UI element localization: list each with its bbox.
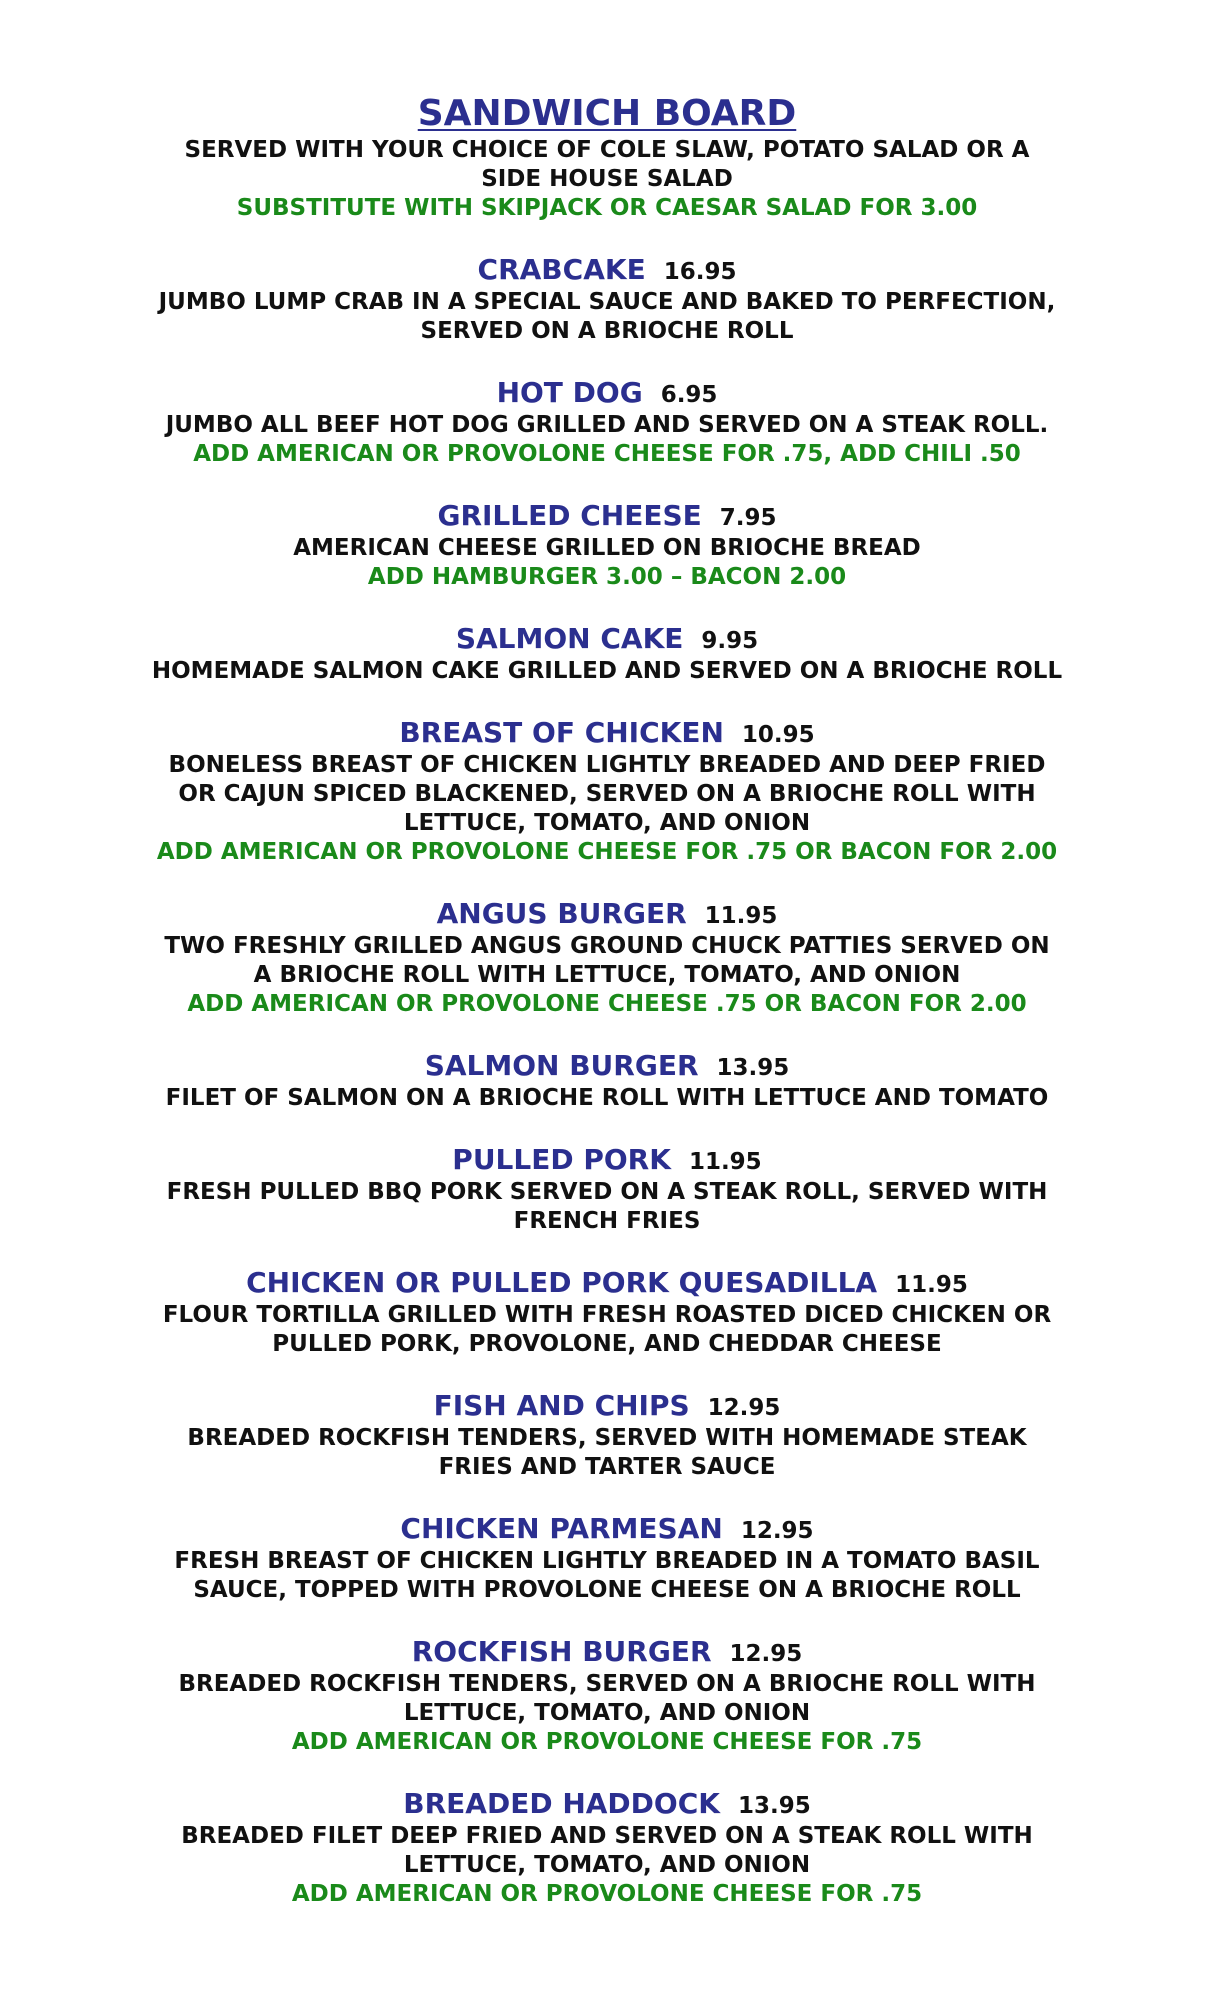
menu-item-name: SALMON CAKE: [455, 622, 684, 655]
menu-item-header: [0, 1788, 1214, 1822]
menu-item-addon: ADD HAMBURGER 3.00 – BACON 2.00: [367, 564, 847, 590]
menu-page: [0, 92, 1214, 1940]
menu-item-header: [0, 1050, 1214, 1084]
menu-item-name: SALMON BURGER: [424, 1049, 699, 1082]
menu-item-description: A BRIOCHE ROLL WITH LETTUCE, TOMATO, AND ONION: [253, 962, 961, 988]
menu-item-description: OR CAJUN SPICED BLACKENED, SERVED ON A BRIOCHE ROLL WITH: [178, 781, 1036, 807]
menu-item: [0, 1636, 1214, 1757]
menu-item-name: CRABCAKE: [477, 253, 646, 286]
menu-item-description: LETTUCE, TOMATO, AND ONION: [403, 810, 811, 836]
menu-item-name: ROCKFISH BURGER: [411, 1635, 712, 1668]
menu-item: [0, 1267, 1214, 1359]
menu-item-price: 6.95: [660, 382, 718, 408]
menu-item: [0, 254, 1214, 346]
menu-item-name: HOT DOG: [496, 376, 643, 409]
menu-item-description: SERVED ON A BRIOCHE ROLL: [420, 318, 794, 344]
menu-item-name: PULLED PORK: [452, 1143, 671, 1176]
menu-item-price: 16.95: [663, 259, 737, 285]
intro-substitute-note: SUBSTITUTE WITH SKIPJACK OR CAESAR SALAD FOR 3.00: [236, 195, 978, 221]
menu-item-price: 11.95: [688, 1149, 762, 1175]
menu-item: [0, 1513, 1214, 1605]
menu-item-description: FRESH BREAST OF CHICKEN LIGHTLY BREADED IN A TOMATO BASIL: [174, 1548, 1040, 1574]
menu-item-description: FRESH PULLED BBQ PORK SERVED ON A STEAK ROLL, SERVED WITH: [166, 1179, 1048, 1205]
menu-item-header: [0, 1513, 1214, 1547]
menu-item: [0, 717, 1214, 867]
menu-item: [0, 1050, 1214, 1113]
menu-item-name: CHICKEN PARMESAN: [400, 1512, 723, 1545]
menu-item-price: 9.95: [701, 628, 759, 654]
menu-item-addon: ADD AMERICAN OR PROVOLONE CHEESE FOR .75, ADD CHILI .50: [193, 441, 1021, 467]
menu-item: [0, 500, 1214, 592]
menu-item-name: FISH AND CHIPS: [433, 1389, 690, 1422]
menu-item-price: 12.95: [729, 1641, 803, 1667]
menu-item-description: JUMBO LUMP CRAB IN A SPECIAL SAUCE AND BAKED TO PERFECTION,: [158, 289, 1056, 315]
menu-item-description: FRIES AND TARTER SAUCE: [438, 1454, 776, 1480]
menu-item-name: GRILLED CHEESE: [437, 499, 702, 532]
menu-item: [0, 1390, 1214, 1482]
menu-item-description: LETTUCE, TOMATO, AND ONION: [403, 1700, 811, 1726]
menu-item: [0, 1144, 1214, 1236]
menu-item-price: 12.95: [740, 1518, 814, 1544]
menu-item-header: [0, 254, 1214, 288]
menu-item-name: CHICKEN OR PULLED PORK QUESADILLA: [246, 1266, 878, 1299]
menu-item: [0, 377, 1214, 469]
menu-item-name: ANGUS BURGER: [436, 897, 687, 930]
menu-item-price: 7.95: [719, 505, 777, 531]
menu-item-description: PULLED PORK, PROVOLONE, AND CHEDDAR CHEESE: [272, 1331, 942, 1357]
menu-item-description: JUMBO ALL BEEF HOT DOG GRILLED AND SERVED ON A STEAK ROLL.: [165, 412, 1049, 438]
menu-item-description: BREADED ROCKFISH TENDERS, SERVED WITH HOMEMADE STEAK: [187, 1425, 1027, 1451]
menu-item-header: [0, 500, 1214, 534]
menu-item-description: HOMEMADE SALMON CAKE GRILLED AND SERVED ON A BRIOCHE ROLL: [151, 658, 1063, 684]
menu-item-header: [0, 898, 1214, 932]
menu-item-price: 11.95: [895, 1272, 968, 1298]
menu-item-description: LETTUCE, TOMATO, AND ONION: [403, 1852, 811, 1878]
menu-items-list: [0, 254, 1214, 1909]
menu-item-addon: ADD AMERICAN OR PROVOLONE CHEESE FOR .75: [291, 1881, 923, 1907]
menu-title: SANDWICH BOARD: [417, 93, 797, 134]
intro-line: SIDE HOUSE SALAD: [481, 166, 733, 192]
menu-item-price: 10.95: [741, 722, 815, 748]
menu-item-name: BREADED HADDOCK: [403, 1787, 720, 1820]
menu-item-description: BREADED FILET DEEP FRIED AND SERVED ON A STEAK ROLL WITH: [181, 1823, 1033, 1849]
menu-item-description: FRENCH FRIES: [513, 1208, 701, 1234]
menu-item-description: SAUCE, TOPPED WITH PROVOLONE CHEESE ON A BRIOCHE ROLL: [193, 1577, 1021, 1603]
menu-item-header: [0, 377, 1214, 411]
menu-item-header: [0, 1390, 1214, 1424]
intro-line: SERVED WITH YOUR CHOICE OF COLE SLAW, POTATO SALAD OR A: [184, 137, 1030, 163]
menu-item-description: BREADED ROCKFISH TENDERS, SERVED ON A BRIOCHE ROLL WITH: [178, 1671, 1036, 1697]
menu-item-addon: ADD AMERICAN OR PROVOLONE CHEESE .75 OR BACON FOR 2.00: [187, 991, 1027, 1017]
menu-item-header: [0, 1267, 1214, 1301]
menu-item-price: 13.95: [716, 1055, 790, 1081]
menu-item-name: BREAST OF CHICKEN: [399, 716, 724, 749]
menu-item-addon: ADD AMERICAN OR PROVOLONE CHEESE FOR .75: [291, 1729, 923, 1755]
menu-item-price: 13.95: [737, 1793, 811, 1819]
menu-item-description: FLOUR TORTILLA GRILLED WITH FRESH ROASTED DICED CHICKEN OR: [162, 1302, 1052, 1328]
menu-intro: [0, 136, 1214, 223]
menu-item-header: [0, 623, 1214, 657]
menu-item-price: 12.95: [707, 1395, 781, 1421]
menu-item: [0, 898, 1214, 1019]
menu-item-description: FILET OF SALMON ON A BRIOCHE ROLL WITH LETTUCE AND TOMATO: [165, 1085, 1049, 1111]
menu-item-header: [0, 1144, 1214, 1178]
menu-item: [0, 623, 1214, 686]
menu-item: [0, 1788, 1214, 1909]
menu-item-header: [0, 717, 1214, 751]
menu-item-description: BONELESS BREAST OF CHICKEN LIGHTLY BREADED AND DEEP FRIED: [168, 752, 1046, 778]
menu-item-description: AMERICAN CHEESE GRILLED ON BRIOCHE BREAD: [293, 535, 921, 561]
menu-item-description: TWO FRESHLY GRILLED ANGUS GROUND CHUCK PATTIES SERVED ON: [164, 933, 1050, 959]
menu-item-header: [0, 1636, 1214, 1670]
menu-item-addon: ADD AMERICAN OR PROVOLONE CHEESE FOR .75 OR BACON FOR 2.00: [156, 839, 1058, 865]
menu-item-price: 11.95: [704, 903, 778, 929]
